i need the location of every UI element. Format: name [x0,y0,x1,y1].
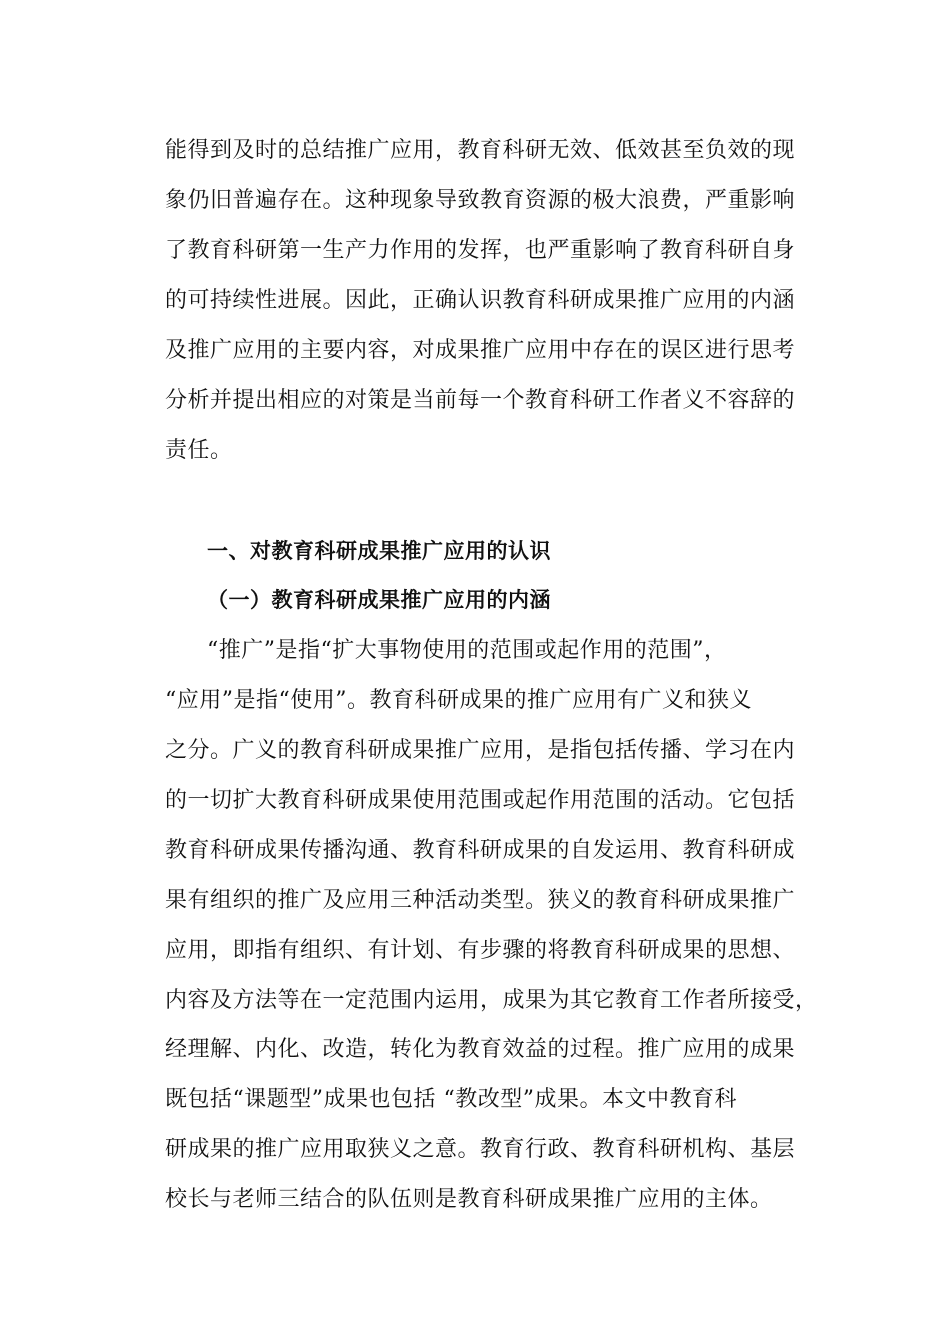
paragraph-line: 分析并提出相应的对策是当前每一个教育科研工作者义不容辞的 [165,388,796,413]
paragraph-line: “应用”是指“使用”。教育科研成果的推广应用有广义和狭义 [165,688,752,713]
paragraph-line: 之分。广义的教育科研成果推广应用，是指包括传播、学习在内 [165,738,796,763]
paragraph-line: 内容及方法等在一定范围内运用，成果为其它教育工作者所接受， [165,988,818,1013]
paragraph-line: 能得到及时的总结推广应用，教育科研无效、低效甚至负效的现 [165,138,796,163]
paragraph-line: 的可持续性进展。因此，正确认识教育科研成果推广应用的内涵 [165,288,796,313]
paragraph-line: 了教育科研第一生产力作用的发挥，也严重影响了教育科研自身 [165,238,796,263]
section-heading: 一、对教育科研成果推广应用的认识 [207,539,551,563]
paragraph-line: 的一切扩大教育科研成果使用范围或起作用范围的活动。它包括 [165,788,796,813]
paragraph-line: 研成果的推广应用取狭义之意。教育行政、教育科研机构、基层 [165,1137,796,1162]
paragraph-line: 教育科研成果传播沟通、教育科研成果的自发运用、教育科研成 [165,838,796,863]
paragraph-line: 校长与老师三结合的队伍则是教育科研成果推广应用的主体。 [165,1187,773,1212]
paragraph-line: 象仍旧普遍存在。这种现象导致教育资源的极大浪费，严重影响 [165,188,796,213]
subsection-heading: （一）教育科研成果推广应用的内涵 [207,588,551,612]
paragraph-line: 果有组织的推广及应用三种活动类型。狭义的教育科研成果推广 [165,888,796,913]
paragraph-line: “推广”是指“扩大事物使用的范围或起作用的范围”， [207,638,727,663]
paragraph-line: 应用，即指有组织、有计划、有步骤的将教育科研成果的思想、 [165,938,796,963]
paragraph-line: 及推广应用的主要内容，对成果推广应用中存在的误区进行思考 [165,338,796,363]
paragraph-line: 经理解、内化、改造，转化为教育效益的过程。推广应用的成果 [165,1037,796,1062]
paragraph-line: 责任。 [165,438,233,463]
paragraph-line: 既包括“课题型”成果也包括 “教改型”成果。本文中教育科 [165,1087,737,1112]
